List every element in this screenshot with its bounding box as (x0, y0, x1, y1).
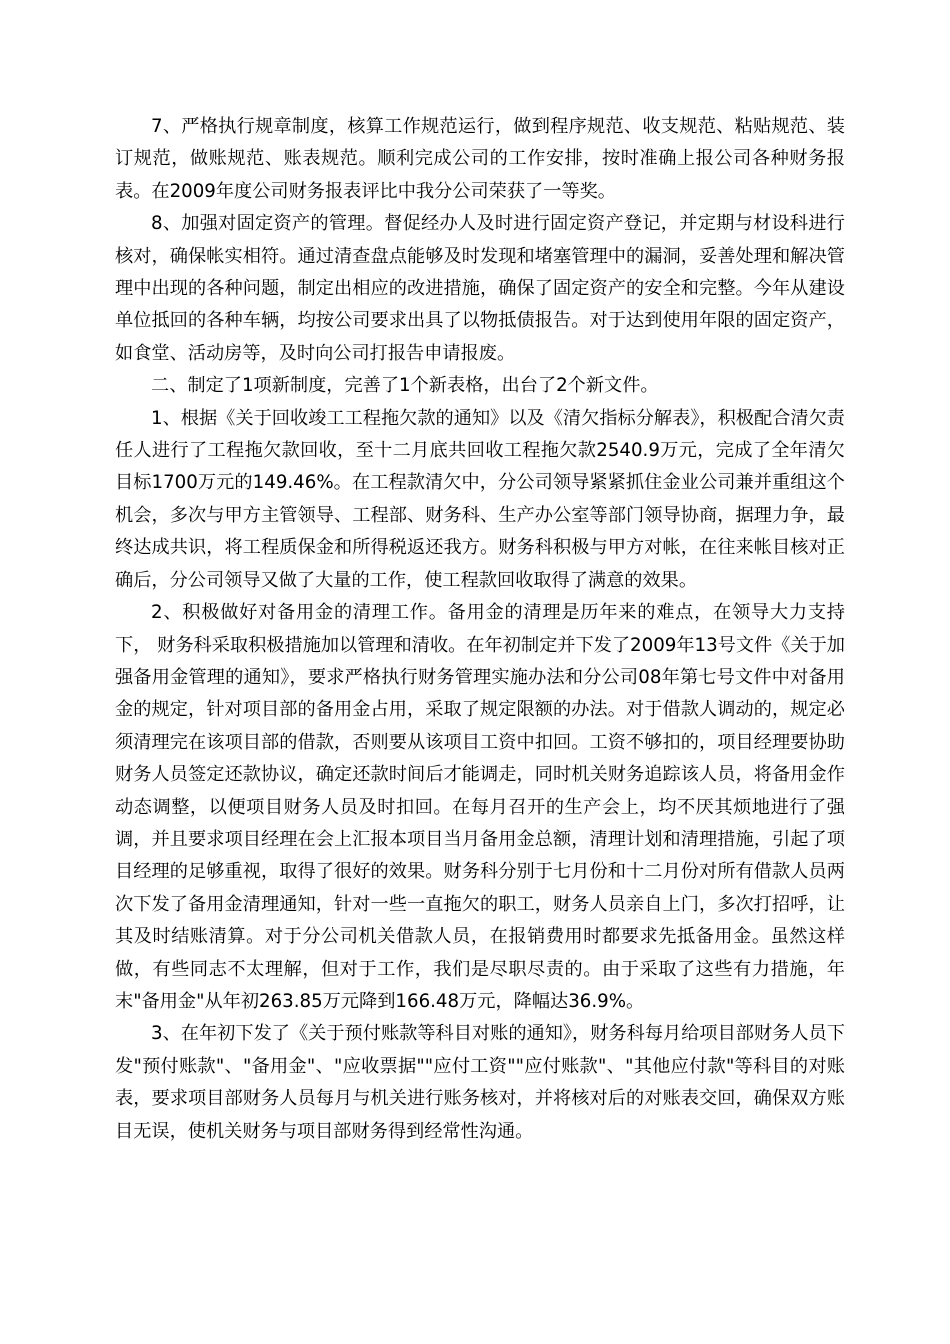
section-heading-new-systems: 二、制定了1项新制度，完善了1个新表格，出台了2个新文件。 (151, 375, 659, 397)
paragraph-item-3-account-reconciliation: 3、在年初下发了《关于预付账款等科目对账的通知》，财务科每月给项目部财务人员下发"预付账款"、"备用金"、"应收票据""应付工资""应付账款"、"其他应付款"等科目的对账表，要求项目部财务人员每月与机关进行账务核对，并将核对后的对账表交回，确保双方账目无误，使机关财务与项目部财务得到经常性沟通。 (115, 1023, 845, 1142)
paragraph-item-2-petty-cash: 2、积极做好对备用金的清理工作。备用金的清理是历年来的难点，在领导大力支持下， 财务科采取积极措施加以管理和清收。在年初制定并下发了2009年13号文件《关于加强备用金管理的通知》，要求严格执行财务管理实施办法和分公司08年第七号文件中对备用金的规定，针对项目部的备用金占用，采取了规定限额的办法。对于借款人调动的，规定必须清理完在该项目部的借款，否则要从该项目工资中扣回。工资不够扣的，项目经理要协助财务人员签定还款协议，确定还款时间后才能调走，同时机关财务追踪该人员，将备用金作动态调整，以便项目财务人员及时扣回。在每月召开的生产会上，均不厌其烦地进行了强调，并且要求项目经理在会上汇报本项目当月备用金总额，清理计划和清理措施，引起了项目经理的足够重视，取得了很好的效果。财务科分别于七月份和十二月份对所有借款人员两次下发了备用金清理通知，针对一些一直拖欠的职工，财务人员亲自上门，多次打招呼，让其及时结账清算。对于分公司机关借款人员，在报销费用时都要求先抵备用金。虽然这样做，有些同志不太理解，但对于工作，我们是尽职尽责的。由于采取了这些有力措施，年末"备用金"从年初263.85万元降到166.48万元，降幅达36.9%。 (115, 602, 845, 1012)
paragraph-item-1-arrears-recovery: 1、根据《关于回收竣工工程拖欠款的通知》以及《清欠指标分解表》，积极配合清欠责任人进行了工程拖欠款回收，至十二月底共回收工程拖欠款2540.9万元，完成了全年清欠目标1700万元的149.46%。在工程款清欠中，分公司领导紧紧抓住金业公司兼并重组这个机会，多次与甲方主管领导、工程部、财务科、生产办公室等部门领导协商，据理力争，最终达成共识，将工程质保金和所得税返还我方。财务科积极与甲方对帐，在往来帐目核对正确后，分公司领导又做了大量的工作，使工程款回收取得了满意的效果。 (115, 407, 845, 591)
paragraph-item-8-fixed-assets: 8、加强对固定资产的管理。督促经办人及时进行固定资产登记，并定期与材设科进行核对，确保帐实相符。通过清查盘点能够及时发现和堵塞管理中的漏洞，妥善处理和解决管理中出现的各种问题，制定出相应的改进措施，确保了固定资产的安全和完整。今年从建设单位抵回的各种车辆，均按公司要求出具了以物抵债报告。对于达到使用年限的固定资产，如食堂、活动房等，及时向公司打报告申请报废。 (115, 213, 845, 364)
paragraph-item-7-regulations: 7、严格执行规章制度，核算工作规范运行，做到程序规范、收支规范、粘贴规范、装订规范，做账规范、账表规范。顺利完成公司的工作安排，按时准确上报公司各种财务报表。在2009年度公司财务报表评比中我分公司荣获了一等奖。 (115, 116, 845, 202)
document-page (115, 111, 845, 1148)
